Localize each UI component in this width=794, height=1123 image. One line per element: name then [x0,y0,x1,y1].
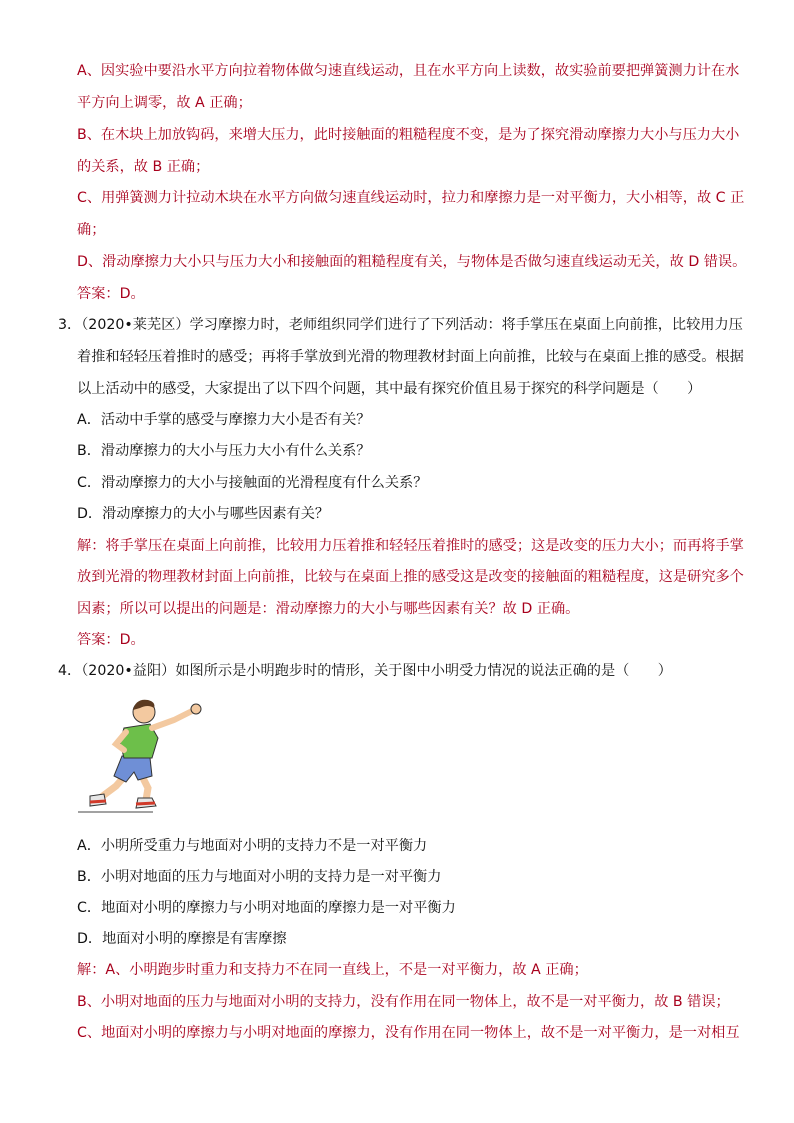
q3-option-b: B．滑动摩擦力的大小与压力大小有什么关系？ [77,443,371,459]
prev-solution-line-5: C、用弹簧测力计拉动木块在水平方向做匀速直线运动时，拉力和摩擦力是一对平衡力，大小相等，故 C 正 [77,190,745,206]
prev-solution-line-2: 平方向上调零，故 A 正确； [77,95,252,111]
q3-option-c: C．滑动摩擦力的大小与接触面的光滑程度有什么关系？ [77,475,428,491]
q3-solution-line-2: 放到光滑的物理教材封面上向前推，比较与在桌面上推的感受这是改变的接触面的粗糙程度，这是研究多个 [77,569,744,585]
q4-solution-line-2: B、小明对地面的压力与地面对小明的支持力，没有作用在同一物体上，故不是一对平衡力，故 B 错误； [77,994,730,1010]
q3-option-d: D．滑动摩擦力的大小与哪些因素有关？ [77,506,330,522]
q4-solution-line-1: 解：A、小明跑步时重力和支持力不在同一直线上，不是一对平衡力，故 A 正确； [77,962,588,978]
running-boy-illustration [78,698,213,820]
q3-stem-line-2: 着推和轻轻压着推时的感受；再将手掌放到光滑的物理教材封面上向前推，比较与在桌面上推的感受。根据 [77,349,744,365]
q4-option-a: A．小明所受重力与地面对小明的支持力不是一对平衡力 [77,838,428,854]
prev-answer: 答案：D。 [77,286,145,302]
q3-stem-line-1: 3．（2020•莱芜区）学习摩擦力时，老师组织同学们进行了下列活动：将手掌压在桌面上向前推，比较用力压 [58,317,743,333]
q3-stem-line-3: 以上活动中的感受，大家提出了以下四个问题，其中最有探究价值且易于探究的科学问题是（ ） [77,381,702,397]
q3-solution-line-3: 因素；所以可以提出的问题是：滑动摩擦力的大小与哪些因素有关？故 D 正确。 [77,601,580,617]
prev-solution-line-7: D、滑动摩擦力大小只与压力大小和接触面的粗糙程度有关，与物体是否做匀速直线运动无关，故 D 错误。 [77,254,747,270]
prev-solution-line-3: B、在木块上加放钩码，来增大压力，此时接触面的粗糙程度不变，是为了探究滑动摩擦力大小与压力大小 [77,127,740,143]
q4-option-d: D．地面对小明的摩擦是有害摩擦 [77,931,287,947]
prev-solution-line-6: 确； [77,222,106,238]
prev-solution-line-1: A、因实验中要沿水平方向拉着物体做匀速直线运动，且在水平方向上读数，故实验前要把弹簧测力计在水 [77,63,740,79]
q3-solution-line-1: 解：将手掌压在桌面上向前推，比较用力压着推和轻轻压着推时的感受；这是改变的压力大小；而再将手掌 [77,538,744,554]
q3-option-a: A．活动中手掌的感受与摩擦力大小是否有关？ [77,412,371,428]
q4-option-c: C．地面对小明的摩擦力与小明对地面的摩擦力是一对平衡力 [77,900,456,916]
prev-solution-line-4: 的关系，故 B 正确； [77,159,210,175]
q4-stem: 4．（2020•益阳）如图所示是小明跑步时的情形，关于图中小明受力情况的说法正确的是（ ） [58,663,672,679]
q3-answer: 答案：D。 [77,632,145,648]
q4-option-b: B．小明对地面的压力与地面对小明的支持力是一对平衡力 [77,869,442,885]
q4-solution-line-3: C、地面对小明的摩擦力与小明对地面的摩擦力，没有作用在同一物体上，故不是一对平衡力，是一对相互 [77,1025,740,1041]
